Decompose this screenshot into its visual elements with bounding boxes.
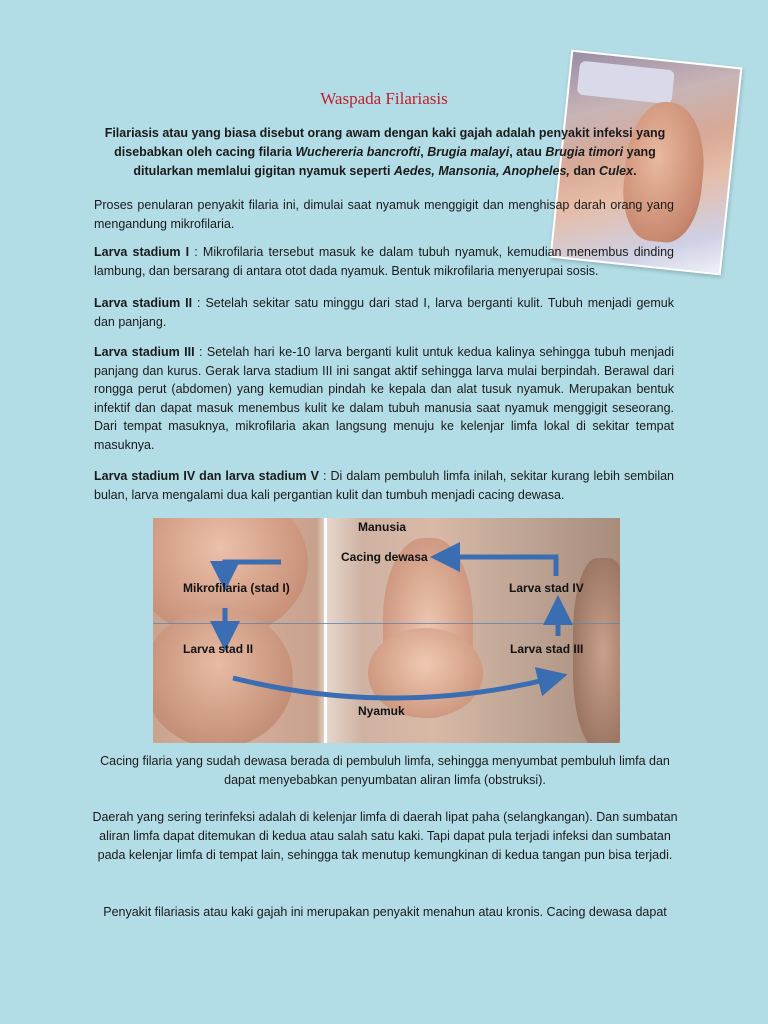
species-brugia-malayi: Brugia malayi xyxy=(427,145,510,159)
stage1-label: Larva stadium I xyxy=(94,245,190,259)
stage2-text: : Setelah sekitar satu minggu dari stad I, larva berganti kulit. Tubuh menjadi gemuk dan panjang. xyxy=(94,296,674,329)
abstract-text: dan xyxy=(569,164,600,178)
vector-culex: Culex xyxy=(599,164,634,178)
para-stage45 xyxy=(94,467,674,504)
label-larva2: Larva stad II xyxy=(183,642,254,656)
stage2-label: Larva stadium II xyxy=(94,296,193,310)
abstract-text: Filariasis atau yang biasa disebut orang awam dengan kaki gajah adalah penyakit infeksi yang disebabkan oleh cacing filaria xyxy=(104,126,666,159)
species-brugia-timori: Brugia timori xyxy=(545,145,624,159)
abstract-end: . xyxy=(633,164,637,178)
para-stage2 xyxy=(94,294,674,331)
label-mikrofilaria: Mikrofilaria (stad I) xyxy=(183,581,290,595)
arrow-curve-nyamuk xyxy=(233,678,553,698)
abstract-sep: , atau xyxy=(509,145,546,159)
caption-daerah: Daerah yang sering terinfeksi adalah di kelenjar limfa di daerah lipat paha (selangkangan). Dan sumbatan aliran limfa dapat ditemukan di kedua atau salah satu kaki. Tapi dapat pula terjadi infeksi dan sumbatan pada kelenjar limfa di tempat lain, sehingga tak menutup kemungkinan di kedua tangan pun bisa terjadi. xyxy=(92,810,678,862)
stage45-text: : Di dalam pembuluh limfa inilah, sekitar kurang lebih sembilan bulan, larva mengalami dua kali pergantian kulit dan tumbuh menjadi cacing dewasa. xyxy=(94,469,674,502)
abstract-sep: , xyxy=(420,145,428,159)
arrow-to-cacing-dewasa xyxy=(445,557,556,576)
para-intro: Proses penularan penyakit filaria ini, dimulai saat nyamuk menggigit dan menghisap darah orang yang mengandung mikrofilaria. xyxy=(94,198,674,231)
label-cacing-dewasa: Cacing dewasa xyxy=(341,550,428,564)
stage3-text: : Setelah hari ke-10 larva berganti kulit untuk kedua kalinya sehingga tubuh menjadi panjang dan kurus. Gerak larva stadium III ini sangat aktif sehingga larva mulai berpindah. Berawal dari rongga perut (abdomen) yang kemudian pindah ke kepala dan alat tusuk nyamuk. Merupakan bentuk infektif dan dapat masuk menembus kulit ke dalam tubuh manusia saat nyamuk menggigit seseorang. Dari tempat masuknya, mikrofilaria akan langsung menuju ke kelenjar limfa lokal di sekitar tempat masuknya. xyxy=(94,345,674,452)
lifecycle-diagram xyxy=(153,518,620,743)
para-stage3 xyxy=(94,343,674,454)
caption-obstruksi: Cacing filaria yang sudah dewasa berada di pembuluh limfa, sehingga menyumbat pembuluh limfa dan dapat menyebabkan penyumbatan aliran limfa (obstruksi). xyxy=(100,754,670,787)
species-wuchereria: Wuchereria bancrofti xyxy=(295,145,421,159)
label-larva4: Larva stad IV xyxy=(509,581,584,595)
label-manusia: Manusia xyxy=(358,520,407,534)
para-stage1 xyxy=(94,243,674,280)
vector-list: Aedes, Mansonia, Anopheles, xyxy=(393,164,570,178)
abstract xyxy=(100,124,670,181)
caption-kronis: Penyakit filariasis atau kaki gajah ini merupakan penyakit menahun atau kronis. Cacing dewasa dapat xyxy=(103,905,667,919)
abstract-text: yang ditularkan memlalui gigitan nyamuk seperti xyxy=(133,145,656,178)
stage1-text: : Mikrofilaria tersebut masuk ke dalam tubuh nyamuk, kemudian menembus dinding lambung, dan bersarang di antara otot dada nyamuk. Bentuk mikrofilaria menyerupai sosis. xyxy=(94,245,675,278)
page-title: Waspada Filariasis xyxy=(320,89,448,108)
arrow-to-mikrofilaria xyxy=(225,562,281,576)
stage3-label: Larva stadium III xyxy=(94,345,195,359)
label-larva3: Larva stad III xyxy=(510,642,584,656)
label-nyamuk: Nyamuk xyxy=(358,704,405,718)
stage45-label: Larva stadium IV dan larva stadium V xyxy=(94,469,319,483)
